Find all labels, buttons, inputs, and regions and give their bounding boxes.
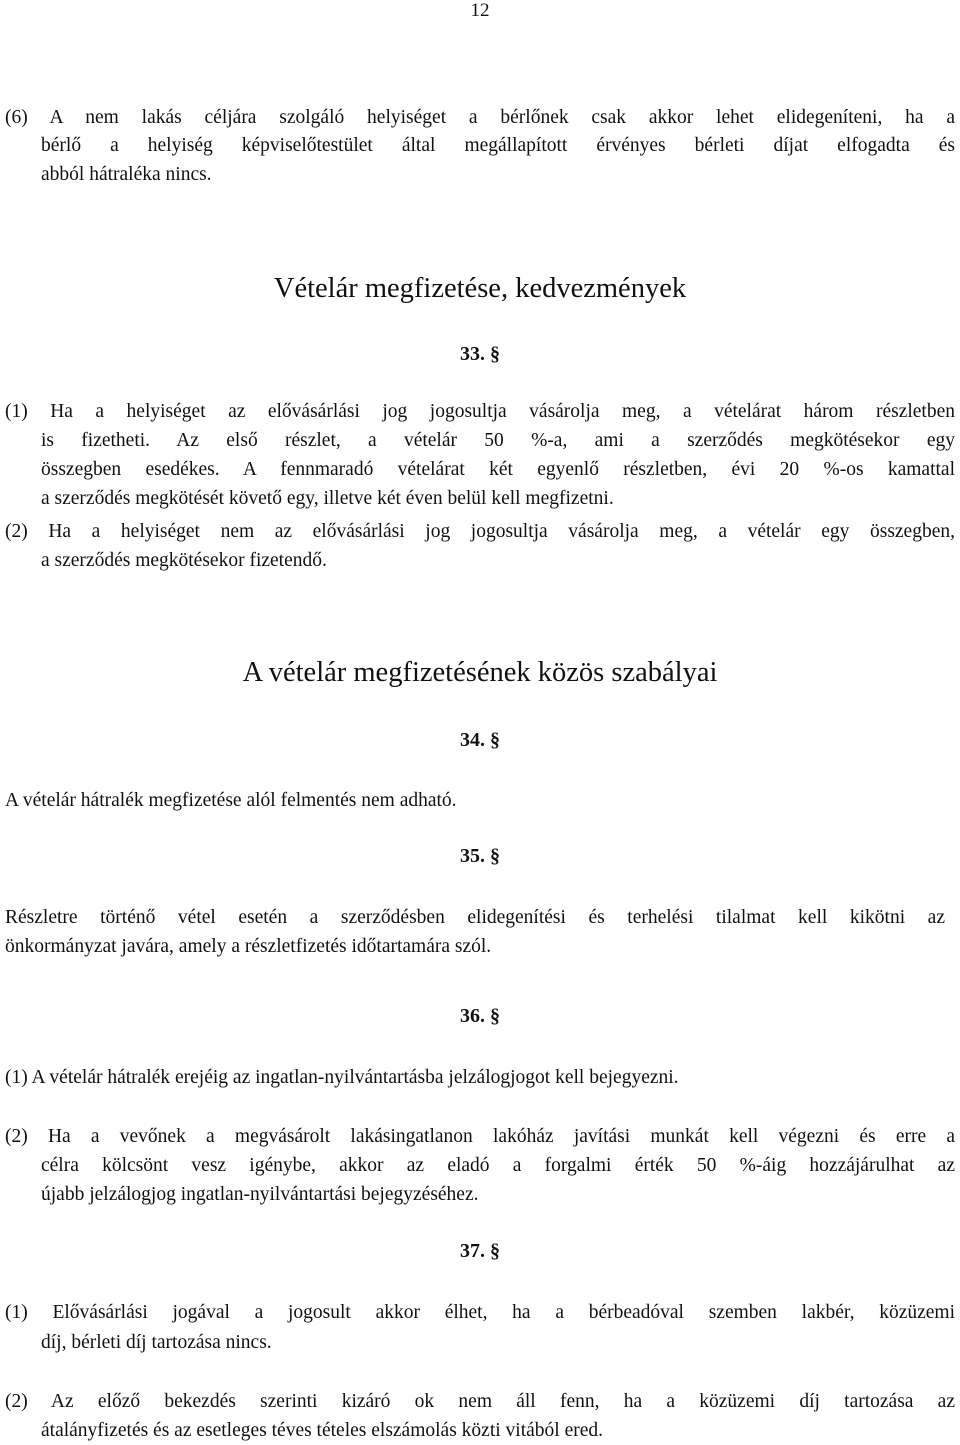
sec33-p1-line-1: (1) Ha a helyiséget az elővásárlási jog jogosultja vásárolja meg, a vételárat három részletben <box>5 401 955 422</box>
sec37-p1-line-1: (1) Elővásárlási jogával a jogosult akkor élhet, ha a bérbeadóval szemben lakbér, közüzemi <box>5 1302 955 1323</box>
sec33-p1-line-2: is fizetheti. Az első részlet, a vételár 50 %-a, ami a szerződés megkötésekor egy <box>41 430 955 451</box>
paragraph-6-line-1: (6) A nem lakás céljára szolgáló helyiséget a bérlőnek csak akkor lehet elidegeníteni, ha a <box>5 107 955 128</box>
section-number-35: 35. § <box>460 845 500 867</box>
section-heading-vetelar: Vételár megfizetése, kedvezmények <box>273 273 687 304</box>
sec36-p2-line-3: újabb jelzálogjog ingatlan-nyilvántartási bejegyzéséhez. <box>41 1184 479 1205</box>
section-number-36: 36. § <box>460 1005 500 1027</box>
section-number-33: 33. § <box>460 343 500 365</box>
sec37-p2-line-2: átalányfizetés és az esetleges téves tételes elszámolás közti vitából ered. <box>41 1420 603 1441</box>
sec37-p1-line-2: díj, bérleti díj tartozása nincs. <box>41 1332 272 1353</box>
sec34-text: A vételár hátralék megfizetése alól felmentés nem adható. <box>5 790 457 811</box>
sec33-p2-line-2: a szerződés megkötésekor fizetendő. <box>41 550 327 571</box>
sec36-p1: (1) A vételár hátralék erejéig az ingatlan-nyilvántartásba jelzálogjogot kell bejegyezni. <box>5 1067 679 1088</box>
sec35-line-2: önkormányzat javára, amely a részletfizetés időtartamára szól. <box>5 936 492 957</box>
page-number: 12 <box>470 0 490 21</box>
section-number-37: 37. § <box>460 1240 500 1262</box>
sec36-p2-line-1: (2) Ha a vevőnek a megvásárolt lakásingatlanon lakóház javítási munkát kell végezni és erre a <box>5 1126 955 1147</box>
paragraph-6-line-2: bérlő a helyiség képviselőtestület által megállapított érvényes bérleti díjat elfogadta és <box>41 135 955 156</box>
sec33-p1-line-3: összegben esedékes. A fennmaradó vételárat két egyenlő részletben, évi 20 %-os kamattal <box>41 459 955 480</box>
sec37-p2-line-1: (2) Az előző bekezdés szerinti kizáró ok nem áll fenn, ha a közüzemi díj tartozása az <box>5 1391 955 1412</box>
paragraph-6-line-3: abból hátraléka nincs. <box>41 164 212 185</box>
sec35-line-1: Részletre történő vétel esetén a szerződésben elidegenítési és terhelési tilalmat kell kikötni az <box>5 907 945 928</box>
section-heading-kozos-szabalyai: A vételár megfizetésének közös szabályai <box>242 657 718 688</box>
section-number-34: 34. § <box>460 729 500 751</box>
sec33-p2-line-1: (2) Ha a helyiséget nem az elővásárlási jog jogosultja vásárolja meg, a vételár egy összegben, <box>5 521 955 542</box>
sec36-p2-line-2: célra kölcsönt vesz igénybe, akkor az eladó a forgalmi érték 50 %-áig hozzájárulhat az <box>41 1155 955 1176</box>
sec33-p1-line-4: a szerződés megkötését követő egy, illetve két éven belül kell megfizetni. <box>41 488 614 509</box>
